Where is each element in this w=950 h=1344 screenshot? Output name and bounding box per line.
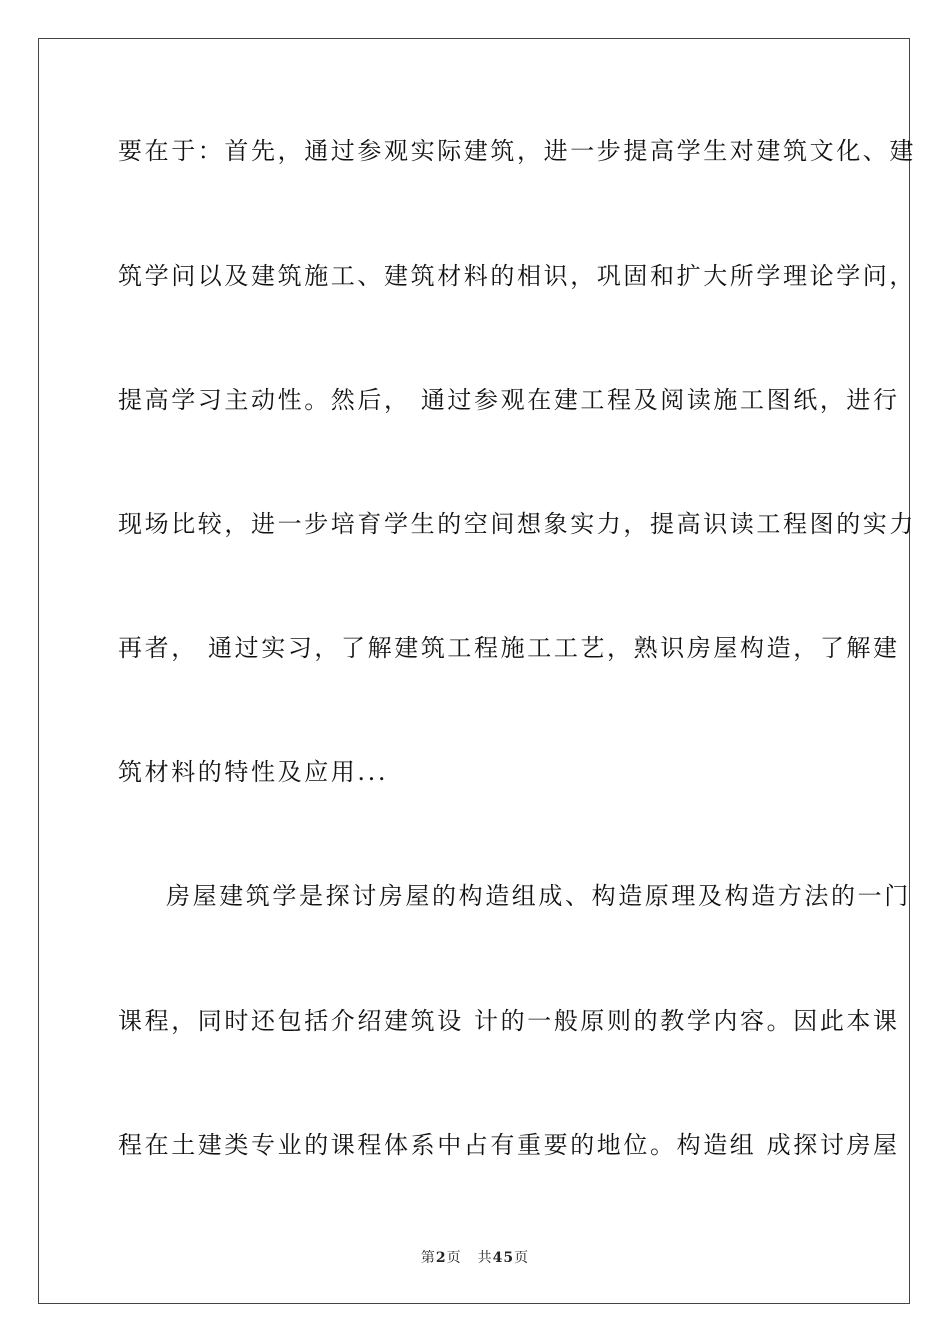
paragraph-first-line: 房屋建筑学是探讨房屋的构造组成、构造原理及构造方法的一门: [166, 882, 911, 910]
page-suffix: 页: [446, 1250, 462, 1266]
total-pages: 45: [492, 1250, 515, 1266]
body-text-line: 再者， 通过实习，了解建筑工程施工工艺，熟识房屋构造，了解建: [118, 634, 900, 662]
total-suffix: 页: [514, 1250, 530, 1266]
page-prefix: 第: [420, 1250, 436, 1266]
body-text-line: 提高学习主动性。然后， 通过参观在建工程及阅读施工图纸，进行: [118, 386, 900, 414]
body-text-line: 课程，同时还包括介绍建筑设 计的一般原则的教学内容。因此本课: [118, 1007, 900, 1035]
page-border: [38, 38, 916, 1304]
page-footer: [0, 1247, 950, 1267]
body-text-line: 要在于：首先，通过参观实际建筑，进一步提高学生对建筑文化、建: [118, 137, 916, 165]
body-text-line: 程在土建类专业的课程体系中占有重要的地位。构造组 成探讨房屋: [118, 1131, 900, 1159]
total-prefix: 共: [477, 1250, 493, 1266]
body-text-line: 现场比较，进一步培育学生的空间想象实力，提高识读工程图的实力: [118, 510, 916, 538]
page-number: 2: [435, 1250, 447, 1266]
body-text-line: 筑材料的特性及应用...: [118, 758, 389, 786]
body-text-line: 筑学问以及建筑施工、建筑材料的相识，巩固和扩大所学理论学问，: [118, 262, 916, 290]
